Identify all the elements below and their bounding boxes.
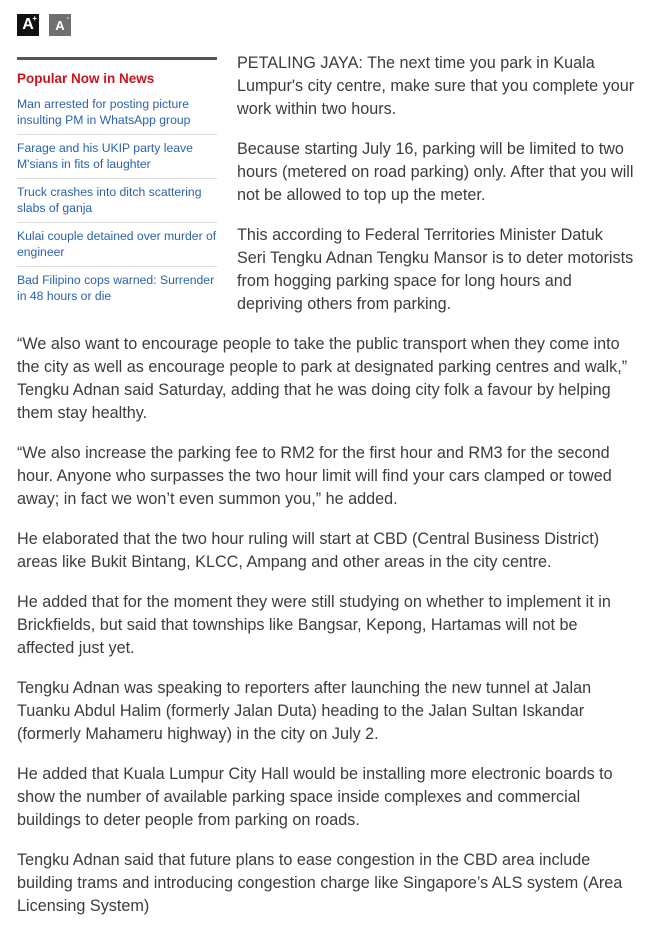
article-paragraph: Because starting July 16, parking will be limited to two hours (metered on road parking) only. After that you will not be allowed to top up the meter.	[237, 140, 634, 204]
list-item	[17, 178, 217, 222]
article-paragraph: He elaborated that the two hour ruling will start at CBD (Central Business District) areas like Bukit Bintang, KLCC, Ampang and other areas in the city centre.	[17, 530, 600, 571]
font-size-controls	[17, 14, 71, 36]
article-paragraph: Tengku Adnan said that future plans to ease congestion in the CBD area include building trams and introducing congestion charge like Singapore’s ALS system (Area Licensing System)	[17, 851, 623, 915]
minus-icon: -	[66, 15, 69, 22]
article-paragraph: He added that Kuala Lumpur City Hall would be installing more electronic boards to show the number of available parking space inside complexes and commercial buildings to deter people from parking on roads.	[17, 765, 613, 829]
article-paragraph: “We also increase the parking fee to RM2 for the first hour and RM3 for the second hour. Anyone who surpasses the two hour limit will find your cars clamped or towed away; in fact we won’t even summon you,” he added.	[17, 444, 612, 508]
plus-icon: +	[32, 14, 37, 23]
article-paragraph: This according to Federal Territories Minister Datuk Seri Tengku Adnan Tengku Mansor is to deter motorists from hogging parking space for long hours and depriving others from parking.	[237, 226, 634, 313]
list-item	[17, 266, 217, 310]
article-paragraph: PETALING JAYA: The next time you park in Kuala Lumpur's city centre, make sure that you complete your work within two hours.	[237, 54, 635, 118]
article-body	[17, 333, 639, 935]
popular-news-link[interactable]: Bad Filipino cops warned: Surrender in 48 hours or die	[17, 273, 215, 303]
increase-font-button[interactable]	[17, 14, 39, 36]
increase-font-label: A	[22, 16, 34, 33]
decrease-font-label: A	[55, 17, 65, 33]
article-paragraph: He added that for the moment they were still studying on whether to implement it in Brickfields, but said that townships like Bangsar, Kepong, Hartamas will not be affected just yet.	[17, 593, 611, 657]
sidebar-title: Popular Now in News	[17, 71, 155, 86]
list-item	[17, 222, 217, 266]
popular-news-link[interactable]: Kulai couple detained over murder of engineer	[17, 229, 217, 259]
popular-news-link[interactable]: Truck crashes into ditch scattering slabs of ganja	[17, 185, 202, 215]
article-paragraph: “We also want to encourage people to take the public transport when they come into the city as well as encourage people to park at designated parking centres and walk,” Tengku Adnan said Saturday, adding that he was doing city folk a favour by helping them stay healthy.	[17, 335, 628, 422]
article-lead	[237, 52, 635, 333]
article-paragraph: Tengku Adnan was speaking to reporters after launching the new tunnel at Jalan Tuanku Abdul Halim (formerly Jalan Duta) heading to the Jalan Sultan Iskandar (formerly Mahameru highway) in the city on July 2.	[17, 679, 592, 743]
decrease-font-button[interactable]	[49, 14, 71, 36]
list-item	[17, 95, 217, 134]
popular-news-link[interactable]: Farage and his UKIP party leave M'sians in fits of laughter	[17, 141, 193, 171]
list-item	[17, 134, 217, 178]
popular-news-list	[17, 95, 217, 310]
popular-news-link[interactable]: Man arrested for posting picture insulting PM in WhatsApp group	[17, 97, 191, 127]
popular-now-sidebar	[17, 57, 217, 310]
